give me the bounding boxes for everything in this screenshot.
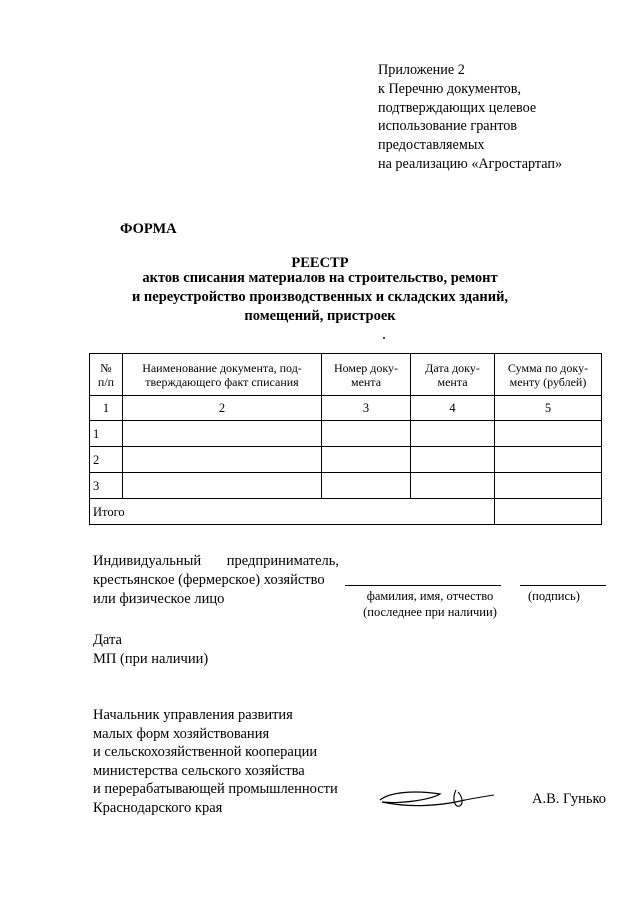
column-number: 2	[123, 396, 322, 421]
date-stamp-block	[93, 631, 208, 669]
applicant-line-1: Индивидуальный предприниматель,	[93, 553, 339, 569]
header-number: № п/п	[90, 354, 123, 396]
register-title: РЕЕСТР	[291, 255, 349, 271]
column-number: 1	[90, 396, 123, 421]
row-number: 2	[90, 447, 123, 473]
date-label: Дата	[93, 632, 122, 648]
applicant-line-3: или физическое лицо	[93, 590, 225, 607]
table-row	[90, 473, 602, 499]
total-label: Итого	[90, 499, 495, 525]
cell-document-sum	[495, 421, 602, 447]
scan-speck	[383, 337, 385, 339]
form-label: ФОРМА	[120, 221, 177, 237]
signer-name: А.В. Гунько	[532, 791, 607, 807]
cell-document-name	[123, 421, 322, 447]
column-number: 4	[411, 396, 495, 421]
table-header-row	[90, 354, 602, 396]
name-signature-line	[345, 585, 501, 586]
cell-document-number	[322, 421, 411, 447]
cell-document-date	[411, 447, 495, 473]
header-document-date: Дата доку- мента	[411, 354, 495, 396]
official-position: Начальник управления развития малых форм хозяйствования и сельскохозяйственной кооперации министерства сельского хозяйства и перерабатывающей промышленности Краснодарского края	[93, 707, 338, 816]
column-number: 3	[322, 396, 411, 421]
signature-caption: (подпись)	[528, 589, 580, 603]
cell-document-date	[411, 421, 495, 447]
table-row	[90, 421, 602, 447]
subtitle-line-3: помещений, пристроек	[244, 308, 396, 324]
header-document-number: Номер доку- мента	[322, 354, 411, 396]
applicant-label	[93, 552, 339, 608]
stamp-label: МП (при наличии)	[93, 650, 209, 667]
cell-document-name	[123, 473, 322, 499]
row-number: 1	[90, 421, 123, 447]
table-row	[90, 447, 602, 473]
cell-document-number	[322, 473, 411, 499]
total-sum-cell	[495, 499, 602, 525]
cell-document-number	[322, 447, 411, 473]
signature-line	[520, 585, 606, 586]
subtitle-line-1: актов списания материалов на строительство, ремонт	[142, 270, 498, 286]
name-caption: фамилия, имя, отчество (последнее при наличии)	[363, 589, 497, 619]
applicant-line-2: крестьянское (фермерское) хозяйство	[93, 571, 325, 588]
total-row	[90, 499, 602, 525]
register-subtitle	[90, 269, 550, 326]
column-number: 5	[495, 396, 602, 421]
cell-document-sum	[495, 447, 602, 473]
cell-document-date	[411, 473, 495, 499]
cell-document-name	[123, 447, 322, 473]
register-table	[89, 353, 602, 525]
cell-document-sum	[495, 473, 602, 499]
subtitle-line-2: и переустройство производственных и складских зданий,	[131, 289, 509, 305]
appendix-note: Приложение 2 к Перечню документов, подтверждающих целевое использование грантов предоставляемых на реализацию «Агростартап»	[378, 62, 563, 172]
row-number: 3	[90, 473, 123, 499]
header-document-name: Наименование документа, под- тверждающего факт списания	[123, 354, 322, 396]
handwritten-signature	[370, 778, 510, 818]
column-number-row	[90, 396, 602, 421]
header-document-sum: Сумма по доку- менту (рублей)	[495, 354, 602, 396]
